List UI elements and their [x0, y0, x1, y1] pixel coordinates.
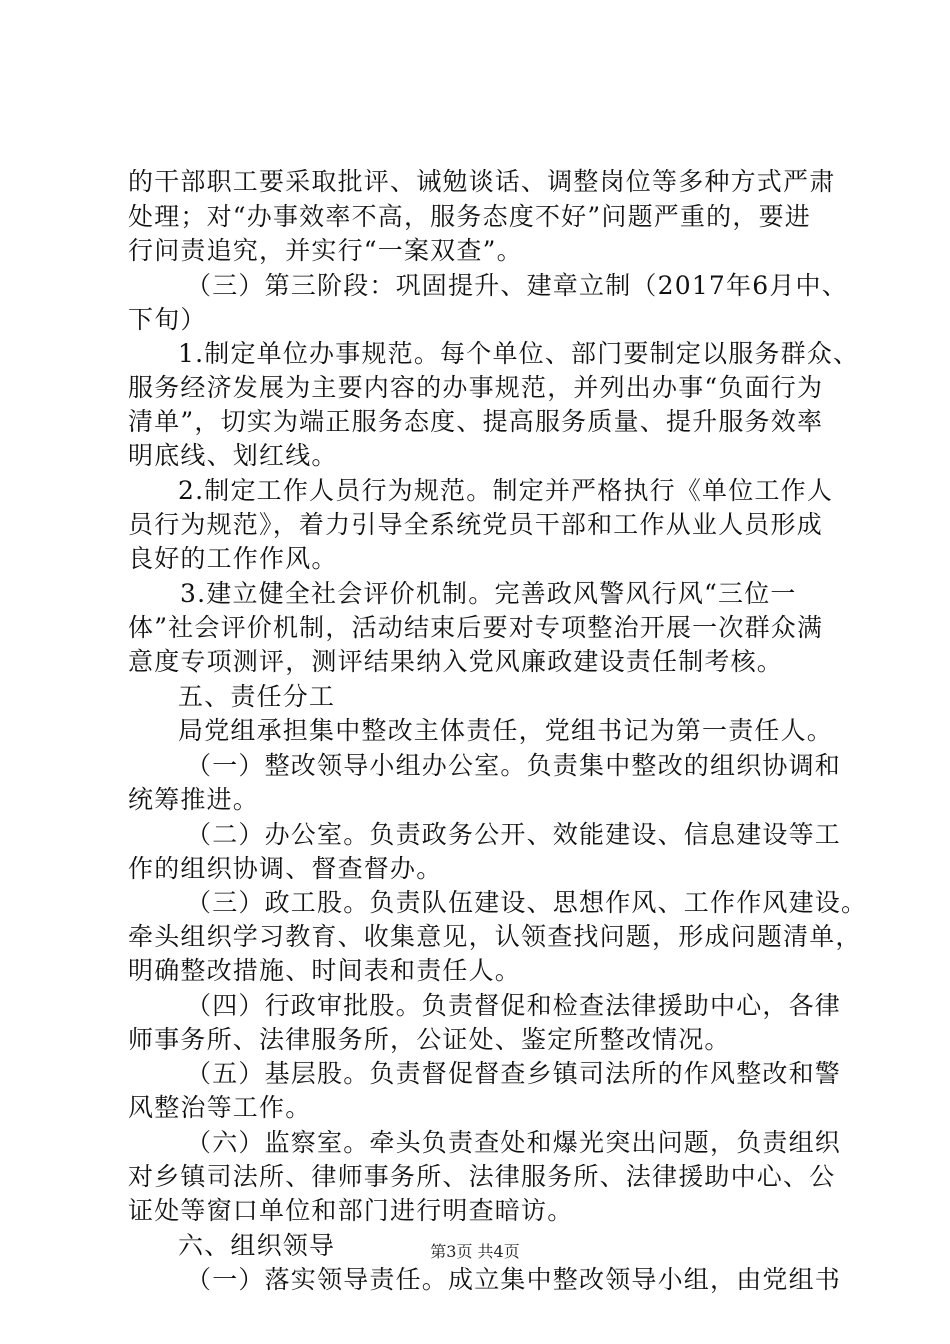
paragraph-line: （四）行政审批股。负责督促和检查法律援助中心，各律	[186, 991, 842, 1020]
paragraph-line: 2.制定工作人员行为规范。制定并严格执行《单位工作人	[178, 476, 834, 505]
paragraph-line: 师事务所、法律服务所，公证处、鉴定所整改情况。	[128, 1025, 731, 1054]
paragraph-line: （二）办公室。负责政务公开、效能建设、信息建设等工	[186, 820, 842, 849]
paragraph-line: 3.建立健全社会评价机制。完善政风警风行风“三位一	[180, 579, 797, 608]
paragraph-line: （一）整改领导小组办公室。负责集中整改的组织协调和	[186, 751, 842, 780]
paragraph-line: 良好的工作作风。	[128, 544, 338, 573]
paragraph-line: 证处等窗口单位和部门进行明查暗访。	[128, 1196, 574, 1225]
paragraph-line: 处理；对“办事效率不高，服务态度不好”问题严重的，要进	[128, 202, 811, 231]
paragraph-line: 对乡镇司法所、律师事务所、法律服务所、法律援助中心、公	[128, 1162, 836, 1191]
paragraph-line: （一）落实领导责任。成立集中整改领导小组，由党组书	[186, 1265, 842, 1294]
paragraph-line: 行问责追究，并实行“一案双查”。	[128, 236, 523, 265]
paragraph-line: （三）第三阶段：巩固提升、建章立制（2017年6月中、	[186, 271, 848, 300]
paragraph-line: 统筹推进。	[128, 785, 260, 814]
paragraph-line: 风整治等工作。	[128, 1093, 312, 1122]
paragraph-line: 局党组承担集中整改主体责任，党组书记为第一责任人。	[178, 716, 834, 745]
paragraph-line: 作的组织协调、督查督办。	[128, 854, 443, 883]
page-footer: 第3页 共4页	[430, 1242, 520, 1261]
paragraph-line: 意度专项测评，测评结果纳入党风廉政建设责任制考核。	[128, 647, 784, 676]
paragraph-line: （三）政工股。负责队伍建设、思想作风、工作作风建设。	[186, 888, 868, 917]
paragraph-line: 1.制定单位办事规范。每个单位、部门要制定以服务群众、	[178, 339, 860, 368]
paragraph-line: 体”社会评价机制，活动结束后要对专项整治开展一次群众满	[128, 613, 824, 642]
paragraph-line: 明确整改措施、时间表和责任人。	[128, 956, 522, 985]
section-heading: 五、责任分工	[178, 682, 336, 711]
paragraph-line: （六）监察室。牵头负责查处和爆光突出问题，负责组织	[186, 1128, 842, 1157]
paragraph-line: 明底线、划红线。	[128, 441, 338, 470]
paragraph-line: 员行为规范》，着力引导全系统党员干部和工作从业人员形成	[128, 510, 823, 539]
paragraph-line: 牵头组织学习教育、收集意见，认领查找问题，形成问题清单，	[128, 922, 862, 951]
paragraph-line: 清单”，切实为端正服务态度、提高服务质量、提升服务效率	[128, 407, 824, 436]
paragraph-line: 下旬）	[128, 305, 207, 334]
paragraph-line: 的干部职工要采取批评、诫勉谈话、调整岗位等多种方式严肃	[128, 167, 836, 196]
paragraph-line: 服务经济发展为主要内容的办事规范，并列出办事“负面行为	[128, 373, 824, 402]
section-heading: 六、组织领导	[178, 1231, 336, 1260]
paragraph-line: （五）基层股。负责督促督查乡镇司法所的作风整改和警	[186, 1059, 842, 1088]
